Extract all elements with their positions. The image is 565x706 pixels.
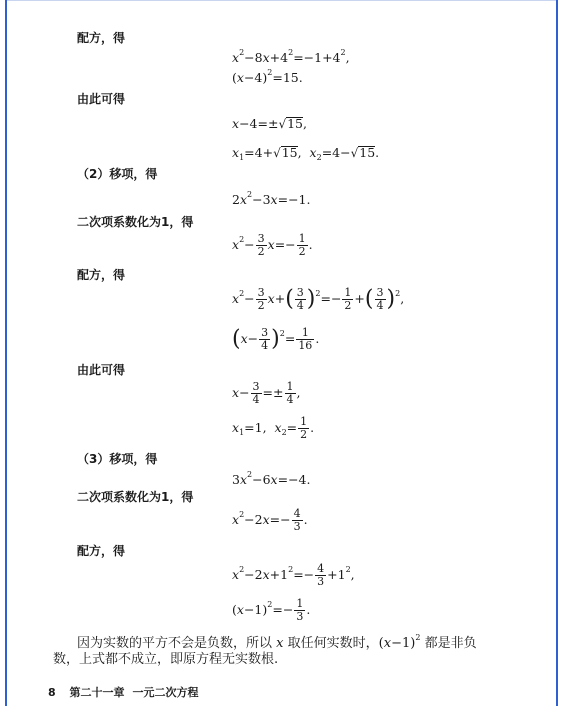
label-erci-1: 二次项系数化为1，得 — [77, 215, 194, 229]
label-youci-2: 由此可得 — [77, 363, 126, 377]
label-q3: （3）移项，得 — [77, 452, 158, 466]
equation-e2: $(x-4)^2=15$. — [232, 68, 303, 85]
equation-e1: $x^2-8x+4^2=-1+4^2$, — [232, 48, 350, 65]
equation-e7: $x^2-$ $\frac{3}{2}$ x+( $\frac{3}{4}$ )$^2$=− $\frac{1}{2}$ +( $\frac{3}{4}$ )$^2$, — [232, 286, 405, 312]
equation-e10: $x_1=1$, $x_2=$ $\frac{1}{2}$ . — [232, 415, 315, 441]
equation-e4: $x_1=4+√15$, $x_2=4-√15$. — [232, 145, 380, 162]
conclusion-line-2: 数，上式都不成立，即原方程无实数根. — [53, 652, 279, 667]
equation-e5: $2x^2-3x=-1$. — [232, 190, 311, 207]
label-peifang-3: 配方，得 — [77, 544, 126, 558]
conclusion-text-b: 取任何实数时， — [287, 636, 379, 651]
conclusion-line-1: 因为实数的平方不会是负数，所以 x 取任何实数时，$(x-1)^2$ 都是非负 — [77, 633, 477, 651]
page-footer — [48, 684, 199, 700]
label-erci-2: 二次项系数化为1，得 — [77, 490, 194, 504]
equation-e12: $x^2-2x=-$ $\frac{4}{3}$ . — [232, 507, 308, 533]
chapter-title: 一元二次方程 — [132, 686, 199, 699]
label-peifang-1: 配方，得 — [77, 31, 126, 45]
label-youci-1: 由此可得 — [77, 92, 126, 106]
equation-e13: $x^2-2x+1^2=-$ $\frac{4}{3}$ $+1^2$, — [232, 562, 355, 588]
label-peifang-2: 配方，得 — [77, 268, 126, 282]
conclusion-text-c: 都是非负 — [424, 636, 477, 651]
equation-e8: (x− $\frac{3}{4}$ )$^2$= $\frac{1}{16}$ . — [232, 326, 320, 352]
equation-e9: x− $\frac{3}{4}$ =± $\frac{1}{4}$ , — [232, 380, 301, 406]
top-border — [7, 0, 556, 1]
page-number: 8 — [48, 686, 56, 699]
label-q2: （2）移项，得 — [77, 167, 158, 181]
left-border — [5, 0, 7, 706]
equation-e6: $x^2-$ $\frac{3}{2}$ x=− $\frac{1}{2}$ . — [232, 232, 313, 258]
equation-e11: $3x^2-6x=-4$. — [232, 470, 311, 487]
equation-e14: $(x-1)^2=-$ $\frac{1}{3}$ . — [232, 597, 311, 623]
conclusion-text-a: 因为实数的平方不会是负数，所以 — [77, 636, 273, 651]
chapter-label: 第二十一章 — [69, 686, 125, 699]
equation-e3: x−4=±√15, — [232, 116, 307, 131]
right-border — [556, 0, 558, 706]
